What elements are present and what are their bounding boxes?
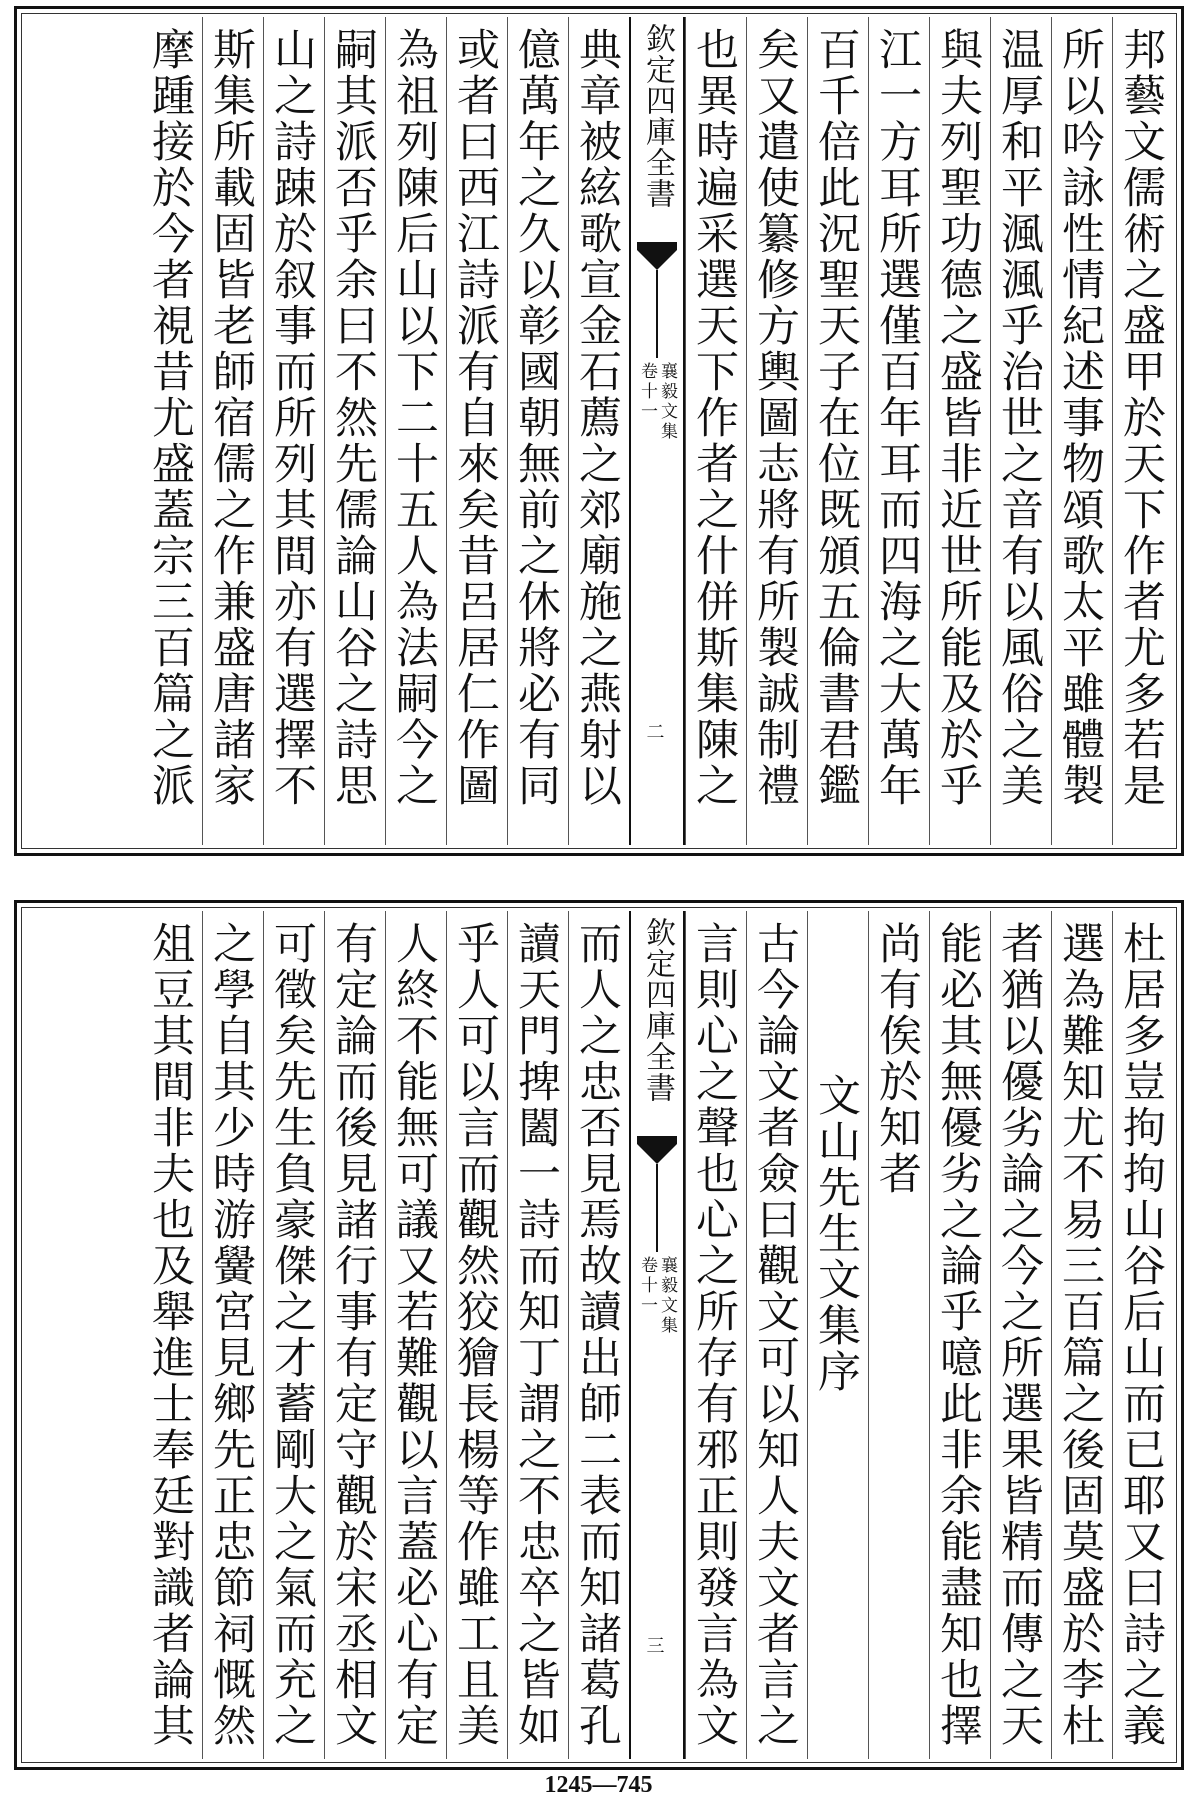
text-column: 古今論文者僉曰觀文可以知人夫文者言之 <box>746 911 807 1759</box>
text-column: 而人之忠否見焉故讀出師二表而知諸葛孔 <box>568 911 629 1759</box>
bottom-page-columns <box>25 911 1173 1759</box>
text-column: 山之詩踈於叙事而所列其間亦有選擇不 <box>263 17 324 845</box>
center-spine <box>629 17 685 845</box>
text-column: 也異時遍采選天下作者之什併斯集陳之 <box>685 17 746 845</box>
text-column: 言則心之聲也心之所存有邪正則發言為文 <box>685 911 746 1759</box>
text-column: 斯集所載固皆老師宿儒之作兼盛唐諸家 <box>202 17 263 845</box>
spine-title: 欽定四庫全書 <box>640 23 675 209</box>
fish-tail-mark-icon <box>635 240 679 360</box>
spine-book-title: 襄毅文集 <box>657 1256 677 1336</box>
text-column: 能必其無優劣之論乎噫此非余能盡知也擇 <box>929 911 990 1759</box>
text-column: 為祖列陳后山以下二十五人為法嗣今之 <box>385 17 446 845</box>
spine-book-title: 襄毅文集 <box>657 362 677 442</box>
text-column: 選為難知尤不易三百篇之後固莫盛於李杜 <box>1051 911 1112 1759</box>
text-column: 人終不能無可議又若難觀以言蓋必心有定 <box>385 911 446 1759</box>
text-column: 或者曰西江詩派有自來矣昔呂居仁作圖 <box>446 17 507 845</box>
text-column: 杜居多豈拘拘山谷后山而已耶又曰詩之義 <box>1112 911 1173 1759</box>
text-column: 億萬年之久以彰國朝無前之休將必有同 <box>507 17 568 845</box>
text-column: 邦藝文儒術之盛甲於天下作者尤多若是 <box>1112 17 1173 845</box>
spine-juan: 卷十一 <box>637 362 657 422</box>
text-column: 温厚和平渢渢乎治世之音有以風俗之美 <box>990 17 1051 845</box>
spine-subtitle <box>638 362 676 612</box>
text-column: 典章被絃歌宣金石薦之郊廟施之燕射以 <box>568 17 629 845</box>
text-column: 百千倍此況聖天子在位既頒五倫書君鑑 <box>807 17 868 845</box>
spine-folio-number: 三 <box>646 1636 668 1657</box>
text-column: 矣又遣使纂修方輿圖志將有所製誠制禮 <box>746 17 807 845</box>
top-page-columns <box>25 17 1173 845</box>
top-page <box>14 6 1184 856</box>
text-column: 俎豆其間非夫也及舉進士奉廷對識者論其 <box>145 921 195 1749</box>
text-column: 有定論而後見諸行事有定守觀於宋丞相文 <box>324 911 385 1759</box>
text-column: 讀天門捭闔一詩而知丁謂之不忠卒之皆如 <box>507 911 568 1759</box>
text-column: 所以吟詠性情紀述事物頌歌太平雖體製 <box>1051 17 1112 845</box>
text-column: 可徵矣先生負豪傑之才蓄剛大之氣而充之 <box>263 911 324 1759</box>
text-column: 嗣其派否乎余曰不然先儒論山谷之詩思 <box>324 17 385 845</box>
text-column: 摩踵接於今者視昔尤盛蓋宗三百篇之派 <box>145 27 195 809</box>
text-column: 與夫列聖功德之盛皆非近世所能及於乎 <box>929 17 990 845</box>
spine-juan: 卷十一 <box>637 1256 657 1316</box>
text-column: 尚有俟於知者 <box>868 911 929 1759</box>
text-column: 者猶以優劣論之今之所選果皆精而傳之天 <box>990 911 1051 1759</box>
fish-tail-mark-icon <box>635 1134 679 1254</box>
section-heading: 文山先生文集序 <box>807 911 868 1759</box>
text-column: 乎人可以言而觀然狡獪長楊等作雖工且美 <box>446 911 507 1759</box>
bottom-page <box>14 900 1184 1770</box>
spine-folio-number: 二 <box>646 722 668 743</box>
spine-subtitle <box>638 1256 676 1506</box>
text-column: 之學自其少時游黌宮見鄉先正忠節祠慨然 <box>202 911 263 1759</box>
center-spine <box>629 911 685 1759</box>
spine-title: 欽定四庫全書 <box>640 917 675 1103</box>
text-column: 江一方耳所選僅百年耳而四海之大萬年 <box>868 17 929 845</box>
page-number: 1245—745 <box>544 1772 653 1798</box>
